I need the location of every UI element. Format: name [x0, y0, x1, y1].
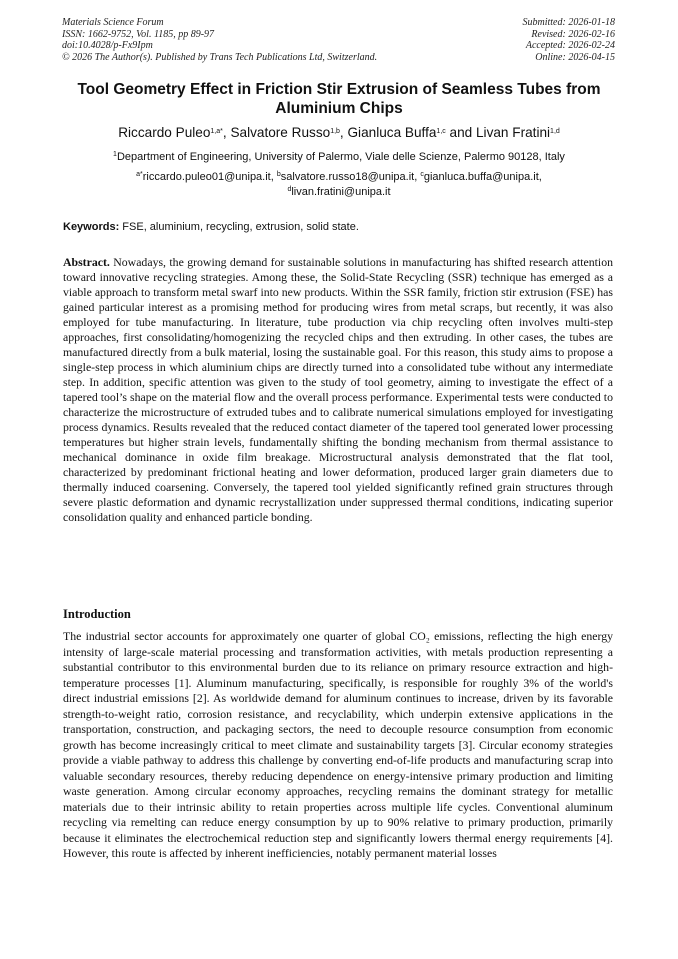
- abstract: [63, 255, 613, 525]
- email-mark: d: [287, 186, 292, 193]
- author-affiliation-mark: 1,a*: [210, 128, 223, 135]
- author-name: Livan Fratini: [476, 125, 551, 140]
- author-separator: ,: [339, 125, 348, 140]
- publication-dates: [523, 17, 616, 63]
- author-list: [20, 124, 658, 141]
- journal-copyright: © 2026 The Author(s). Published by Trans Tech Publications Ltd, Switzerland.: [62, 51, 378, 63]
- date-accepted: Accepted: 2026-02-24: [525, 40, 615, 51]
- email-mark: c: [420, 171, 424, 178]
- email-address[interactable]: riccardo.puleo01@unipa.it,: [142, 171, 277, 183]
- author-separator: ,: [222, 125, 231, 140]
- journal-name: Materials Science Forum: [62, 17, 164, 28]
- author-affiliation-mark: 1,c: [436, 128, 446, 135]
- paper-title: Tool Geometry Effect in Friction Stir Extrusion of Seamless Tubes from Aluminium Chips: [77, 81, 601, 117]
- email-address[interactable]: gianluca.buffa@unipa.it,: [423, 171, 542, 183]
- date-revised: Revised: 2026-02-16: [531, 28, 615, 40]
- abstract-label: Abstract.: [63, 255, 110, 269]
- abstract-text: Nowadays, the growing demand for sustainable solutions in manufacturing has shifted research attention toward innovative recycling strategies. Among these, the Solid-State Recycling (SSR) technique has emerged as a viable approach to transform metal swarf into new products. Within the SSR family, friction stir extrusion (FSE) has gained particular interest as a promising method for producing wires from metal scraps, but recently, it was also employed for tube manufacturing. In literature, tube production via chip recycling often involves multi-step approaches, first consolidating/homogenizing the recycled chips and then extruding. In other cases, the tubes are manufactured directly from a bulk material, losing the sustainable goal. For this reason, this study aims to propose a single-step process in which aluminium chips are directly turned into a consolidated tube without any intermediate step. In addition, specific attention was given to the study of tool geometry, aiming to investigate the effect of a tapered tool’s shape on the material flow and the overall process performance. Experimental tests were conducted to characterize the microstructure of extruded tubes and to calibrate numerical simulations employed for investigating process dynamics. Results revealed that the reduced contact diameter of the tapered tool generated lower processing temperatures but higher strain levels, fundamentally shifting the bonding mechanism from thermal assistance to mechanical dominance in oxide film breakage. Microstructural analysis demonstrated that the flat tool, characterized by predominant frictional heating and lower deformation, produced larger grain diameters due to thermally induced coarsening. Conversely, the tapered tool yielded significantly refined grain structures through severe plastic deformation and dynamic recrystallization under suppressed thermal conditions, indicating superior consolidation quality and enhanced particle bonding.: [63, 255, 613, 524]
- journal-doi[interactable]: doi:10.4028/p-Fx9Ipm: [62, 40, 153, 51]
- journal-info: [62, 17, 377, 63]
- email-mark: a*: [136, 171, 143, 178]
- affiliation-text: Department of Engineering, University of Palermo, Viale delle Scienze, Palermo 90128, Italy: [116, 151, 565, 163]
- journal-issn: ISSN: 1662-9752, Vol. 1185, pp 89-97: [62, 28, 215, 40]
- keywords: [63, 221, 359, 234]
- introduction-text: The industrial sector accounts for approximately one quarter of global CO₂ emissions, reflecting the high energy intensity of large-scale material processing and transformation activities, with metals production representing a substantial contributor to this environmental burden due to its reliance on primary resource extraction and high-temperature processes [1]. Aluminum manufacturing, specifically, is responsible for roughly 3% of the world's direct industrial emissions [2]. As worldwide demand for aluminum continues to increase, driven by its favorable strength-to-weight ratio, corrosion resistance, and recyclability, which underpin extensive applications in the transportation, construction, and packaging sectors, the need to decouple resource consumption from economic growth has become increasingly critical to meet climate and sustainability targets [3]. Circular economy strategies provide a viable pathway to address this challenge by converting end-of-life products and manufacturing scrap into valuable secondary resources, thereby reducing dependence on energy-intensive primary production and limiting waste generation. Among circular economy approaches, recycling remains the dominant strategy for metallic materials due to their intrinsic ability to retain properties across multiple life cycles. Conventional aluminum recycling via remelting can reduce energy consumption by up to 90% relative to primary production, primarily because it eliminates the electrochemical reduction step and significantly lowers thermal energy requirements [4]. However, this route is affected by inherent inefficiencies, notably permanent material losses: [63, 629, 613, 860]
- author-affiliation-mark: 1,d: [550, 128, 560, 135]
- date-submitted: Submitted: 2026-01-18: [522, 17, 615, 28]
- introduction-heading: Introduction: [63, 607, 131, 621]
- author-name: Gianluca Buffa: [347, 125, 437, 140]
- date-online: Online: 2026-04-15: [535, 51, 615, 63]
- email-list: [20, 170, 658, 200]
- email-address[interactable]: salvatore.russo18@unipa.it,: [280, 171, 421, 183]
- email-address[interactable]: livan.fratini@unipa.it: [291, 186, 391, 198]
- keywords-text: FSE, aluminium, recycling, extrusion, solid state.: [119, 221, 359, 233]
- author-affiliation-mark: 1,b: [330, 128, 340, 135]
- keywords-label: Keywords:: [63, 221, 120, 233]
- author-separator: and: [445, 125, 476, 140]
- affiliation-mark: 1: [113, 151, 117, 158]
- author-name: Riccardo Puleo: [118, 125, 211, 140]
- author-name: Salvatore Russo: [230, 125, 331, 140]
- email-mark: b: [276, 171, 281, 178]
- affiliation: [20, 151, 658, 164]
